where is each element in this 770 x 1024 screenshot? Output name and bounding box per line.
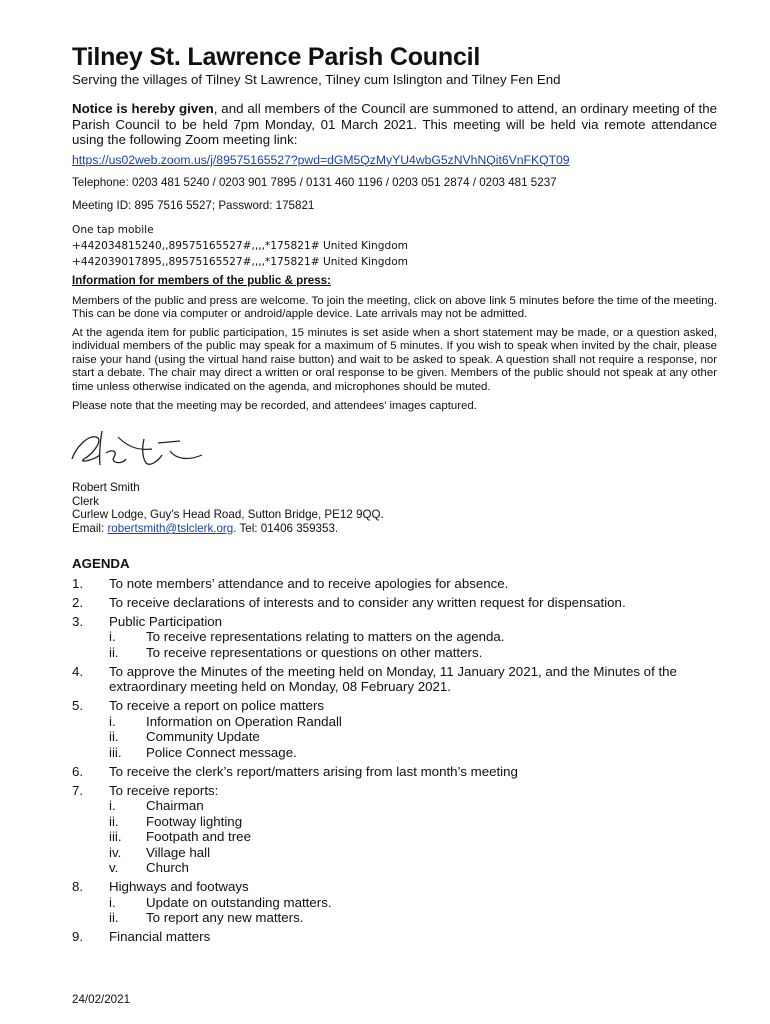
agenda-subitem-text: Footway lighting [146,813,243,829]
agenda-subitem-text: Community Update [146,729,260,745]
one-tap-mobile [72,222,717,270]
zoom-meeting-link[interactable]: https://us02web.zoom.us/j/89575165527?pwd=dGM5QzMyYU4wbG5zNVhNQit6VnFKQT09 [72,152,570,167]
agenda-subitem [109,714,717,730]
agenda-item-text: To receive reports: [109,782,219,798]
agenda-subitem-number: ii. [109,813,119,829]
agenda-list [72,576,717,945]
agenda-subitem-text: Chairman [146,798,204,814]
clerk-telephone: . Tel: 01406 359353. [233,522,339,536]
page-subtitle: Serving the villages of Tilney St Lawrence, Tilney cum Islington and Tilney Fen End [72,72,561,87]
agenda-item-text: To note members’ attendance and to receive apologies for absence. [109,575,509,591]
agenda-item-body [109,879,717,926]
clerk-details [72,481,717,535]
agenda-subitem [109,895,717,911]
telephone-numbers: Telephone: 0203 481 5240 / 0203 901 7895 / 0131 460 1196 / 0203 051 2874 / 0203 481 5237 [72,175,557,189]
agenda-subitem [109,798,717,814]
agenda-item-text: To approve the Minutes of the meeting held on Monday, 11 January 2021, and the Minutes of the extraordinary meeting held on Monday, 08 February 2021. [109,663,677,695]
info-paragraph-join: Members of the public and press are welcome. To join the meeting, click on above link 5 minutes before the time of the meeting. This can be done via computer or android/apple device. Late arrivals may not be admitted. [72,294,717,321]
agenda-subitem-text: To receive representations or questions on other matters. [146,644,483,660]
clerk-role: Clerk [72,494,100,508]
agenda-subitem-number: ii. [109,910,119,926]
clerk-contact [72,522,717,536]
agenda-subitem [109,910,717,926]
agenda-subitem-number: iii. [109,829,122,845]
agenda-item [72,879,717,926]
agenda-subitem [109,829,717,845]
page-title: Tilney St. Lawrence Parish Council [72,43,481,71]
info-paragraph-recording: Please note that the meeting may be recorded, and attendees’ images captured. [72,399,477,412]
agenda-subitem-number: iv. [109,844,122,860]
agenda-title: AGENDA [72,555,130,571]
agenda-subitem-text: To receive representations relating to matters on the agenda. [146,629,505,645]
agenda-item-number: 6. [72,763,84,779]
agenda-item-text: Highways and footways [109,879,249,895]
info-paragraph-participation: At the agenda item for public participation, 15 minutes is set aside when a short statement may be made, or a question asked, individual members of the public may speak for a maximum of 5 minutes. If you wish to speak when invited by the chair, please raise your hand (using the virtual hand raise button) and wait to be asked to speak. A question shall not require a response, nor start a debate. The chair may direct a written or oral response to be given. Members of the public should not speak at any other time unless otherwise indicated on the agenda, and microphones should be muted. [72,326,717,394]
one-tap-line-1: +442034815240,,89575165527#,,,,*175821# United Kingdom [72,239,408,252]
agenda-item-text: To receive a report on police matters [109,698,325,714]
agenda-item-body [109,764,717,780]
agenda-item-body [109,929,717,945]
agenda-subitem [109,629,717,645]
agenda-item-body [109,698,717,760]
one-tap-line-2: +442039017895,,89575165527#,,,,*175821# United Kingdom [72,255,408,268]
agenda-subitem [109,745,717,761]
agenda-subitem-text: Church [146,860,189,876]
agenda-item [72,929,717,945]
agenda-item-body [109,576,717,592]
agenda-item [72,576,717,592]
clerk-address: Curlew Lodge, Guy’s Head Road, Sutton Bridge, PE12 9QQ. [72,508,384,522]
agenda-item-body [109,614,717,661]
agenda-subitem-number: i. [109,798,116,814]
agenda-item-body [109,595,717,611]
agenda-subitem-number: i. [109,894,116,910]
agenda-subitem [109,729,717,745]
email-label: Email: [72,522,108,536]
meeting-id: Meeting ID: 895 7516 5527; Password: 175821 [72,198,315,212]
agenda-item-text: Public Participation [109,613,223,629]
agenda-item [72,614,717,661]
clerk-name: Robert Smith [72,481,140,495]
one-tap-label: One tap mobile [72,223,154,236]
agenda-item-number: 9. [72,929,84,945]
notice-lead: Notice is hereby given [72,101,214,116]
agenda-subitem-number: i. [109,713,116,729]
agenda-subitem-number: ii. [109,644,119,660]
agenda-item-number: 2. [72,594,84,610]
agenda-item-body [109,783,717,876]
agenda-subitem-number: v. [109,860,119,876]
agenda-subitem-text: Information on Operation Randall [146,713,342,729]
agenda-item-number: 1. [72,575,84,591]
info-heading: Information for members of the public & press: [72,273,331,287]
agenda-subitem-number: i. [109,629,116,645]
agenda-item-body [109,664,717,695]
agenda-item-text: Financial matters [109,929,211,945]
notice-body: , and all members of the Council are summoned to attend, an ordinary meeting of the Parish Council to be held 7pm Monday, 01 March 2021. This meeting will be held via remote attendance using the following Zoom meeting link: [72,101,717,147]
footer-date: 24/02/2021 [72,993,131,1006]
agenda-item-text: To receive the clerk’s report/matters arising from last month’s meeting [109,763,518,779]
agenda-item-text: To receive declarations of interests and to consider any written request for dispensation. [109,594,626,610]
agenda-item-number: 5. [72,698,84,714]
agenda-subitem [109,645,717,661]
agenda-item-number: 4. [72,663,84,679]
document-page [72,42,717,948]
agenda-item-number: 7. [72,782,84,798]
agenda-item [72,664,717,695]
agenda-subitem [109,845,717,861]
agenda-item [72,595,717,611]
agenda-item [72,764,717,780]
agenda-subitem-text: Village hall [146,844,211,860]
agenda-subitem-number: ii. [109,729,119,745]
agenda-item-number: 3. [72,613,84,629]
agenda-subitem [109,860,717,876]
agenda-subitem-text: Footpath and tree [146,829,251,845]
agenda-subitem-number: iii. [109,744,122,760]
clerk-signature [66,425,211,477]
agenda-item [72,783,717,876]
agenda-item-number: 8. [72,879,84,895]
agenda-subitem-text: Update on outstanding matters. [146,894,332,910]
clerk-email-link[interactable]: robertsmith@tslclerk.org [107,522,234,536]
agenda-item [72,698,717,760]
agenda-subitem-text: To report any new matters. [146,910,304,926]
meeting-notice [72,101,717,148]
agenda-subitem [109,814,717,830]
agenda-subitem-text: Police Connect message. [146,744,297,760]
